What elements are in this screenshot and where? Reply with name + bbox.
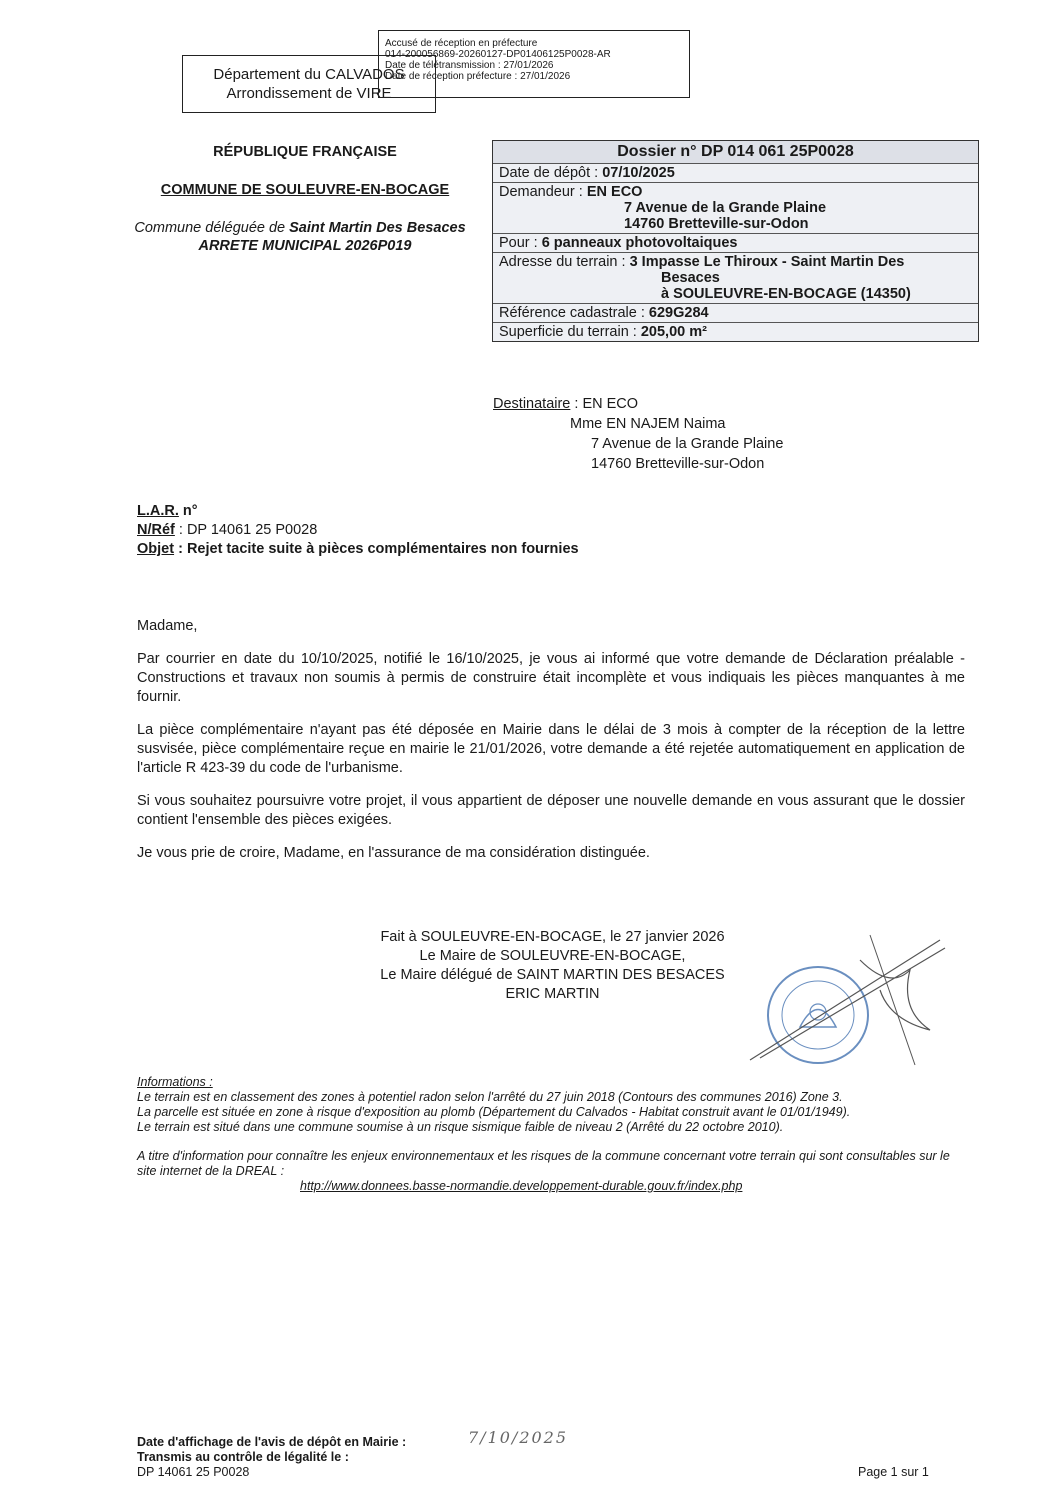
objet-value: : Rejet tacite suite à pièces complémentaires non fournies xyxy=(174,541,579,557)
signature-line-3: Le Maire délégué de SAINT MARTIN DES BESACES xyxy=(380,967,725,983)
info-dreal: A titre d'information pour connaître les enjeux environnementaux et les risques de la commune concernant votre terrain qui sont consultables sur le site internet de la DREAL : xyxy=(137,1149,950,1178)
depot-value: 07/10/2025 xyxy=(602,165,675,181)
destinataire-label: Destinataire xyxy=(493,396,571,412)
destinataire-block: Destinataire : EN ECO Mme EN NAJEM Naima 7 Avenue de la Grande Plaine 14760 Bretteville-sur-Odon xyxy=(493,396,784,472)
affichage-date-label: Date d'affichage de l'avis de dépôt en Mairie : xyxy=(137,1435,407,1449)
department-name: Département du CALVADOS xyxy=(213,66,405,83)
adresse-value-2: Besaces xyxy=(661,270,720,286)
handwritten-date: 7/10/2025 xyxy=(468,1428,569,1447)
informations-title: Informations : xyxy=(137,1075,213,1089)
transmis-label: Transmis au contrôle de légalité le : xyxy=(137,1450,349,1464)
depot-row: Date de dépôt : 07/10/2025 xyxy=(493,163,978,182)
cadastre-row: Référence cadastrale : 629G284 xyxy=(493,303,978,322)
references-block: L.A.R. n° N/Réf : DP 14061 25 P0028 Objet : Rejet tacite suite à pièces complémentaires non fournies xyxy=(137,503,579,557)
dossier-table xyxy=(492,140,979,342)
footer-reference: DP 14061 25 P0028 xyxy=(137,1465,250,1479)
lar-label: L.A.R. xyxy=(137,503,179,519)
arrete-number: ARRETE MUNICIPAL 2026P019 xyxy=(198,238,412,254)
info-plomb: La parcelle est située en zone à risque d'exposition au plomb (Département du Calvados - Habitat construit avant le 01/01/1949). xyxy=(137,1105,851,1119)
nref-value: : DP 14061 25 P0028 xyxy=(174,522,318,538)
informations-block xyxy=(137,1075,967,1194)
demandeur-address-1: 7 Avenue de la Grande Plaine xyxy=(624,200,827,216)
salutation: Madame, xyxy=(137,618,198,634)
page-number: Page 1 sur 1 xyxy=(858,1465,929,1479)
signature-scribble xyxy=(740,930,960,1070)
demandeur-address-2: 14760 Bretteville-sur-Odon xyxy=(624,216,809,232)
paragraph-1: Par courrier en date du 10/10/2025, notifié le 16/10/2025, je vous ai informé que votre demande de Déclaration préalable - Constructions et travaux non soumis à permis de construire était incomplète et vous indiquais les pièces manquantes à me fournir. xyxy=(137,651,965,705)
receipt-line: 014-200056869-20260127-DP01406125P0028-AR xyxy=(385,49,611,60)
receipt-line: Accusé de réception en préfecture xyxy=(385,38,538,49)
prefecture-receipt-box xyxy=(378,30,690,98)
destinataire-line-2: Mme EN NAJEM Naima xyxy=(570,416,726,432)
objet-label: Objet xyxy=(137,541,175,557)
signature-line-4: ERIC MARTIN xyxy=(505,986,600,1002)
adresse-value-3: à SOULEUVRE-EN-BOCAGE (14350) xyxy=(661,286,911,302)
adresse-value-1: 3 Impasse Le Thiroux - Saint Martin Des xyxy=(629,254,905,270)
superficie-value: 205,00 m² xyxy=(640,324,707,340)
nref-label: N/Réf xyxy=(137,522,175,538)
destinataire-line-3: 7 Avenue de la Grande Plaine xyxy=(591,436,784,452)
demandeur-name: EN ECO xyxy=(586,184,643,200)
commune-deleguee-name: Saint Martin Des Besaces xyxy=(289,220,466,236)
paragraph-3: Si vous souhaitez poursuivre votre projet, il vous appartient de déposer une nouvelle demande en vous assurant que le dossier contient l'ensemble des pièces exigées. xyxy=(137,793,965,828)
cadastre-value: 629G284 xyxy=(648,305,709,321)
letter-body xyxy=(137,617,965,863)
superficie-row: Superficie du terrain : 205,00 m² xyxy=(493,322,978,341)
commune-deleguee xyxy=(90,220,510,236)
signature-line-1: Fait à SOULEUVRE-EN-BOCAGE, le 27 janvier 2026 xyxy=(380,929,725,945)
commune-deleguee-prefix: Commune déléguée de xyxy=(134,220,290,236)
receipt-line: Date de télétransmission : 27/01/2026 xyxy=(385,60,554,71)
signature-line-2: Le Maire de SOULEUVRE-EN-BOCAGE, xyxy=(419,948,686,964)
dreal-link[interactable]: http://www.donnees.basse-normandie.developpement-durable.gouv.fr/index.php xyxy=(300,1179,743,1193)
paragraph-4: Je vous prie de croire, Madame, en l'assurance de ma considération distinguée. xyxy=(137,845,650,861)
adresse-row: Adresse du terrain : 3 Impasse Le Thiroux - Saint Martin Des Besaces à SOULEUVRE-EN-BOCAGE (14350) xyxy=(493,252,978,303)
pour-row: Pour : 6 panneaux photovoltaiques xyxy=(493,233,978,252)
paragraph-2: La pièce complémentaire n'ayant pas été déposée en Mairie dans le délai de 3 mois à compter de la réception de la lettre susvisée, pièce complémentaire reçue en mairie le 21/01/2026, votre demande a été rejetée automatiquement en application de l'article R 423-39 du code de l'urbanisme. xyxy=(137,722,965,776)
receipt-line: Date de réception préfecture : 27/01/2026 xyxy=(385,71,571,82)
dossier-title: Dossier n° DP 014 061 25P0028 xyxy=(493,141,978,163)
republique-heading: RÉPUBLIQUE FRANÇAISE xyxy=(213,144,397,160)
pour-value: 6 panneaux photovoltaiques xyxy=(541,235,738,251)
commune-heading: COMMUNE DE SOULEUVRE-EN-BOCAGE xyxy=(160,182,450,198)
info-radon: Le terrain est en classement des zones à potentiel radon selon l'arrêté du 27 juin 2018 (Contours des communes 2016) Zone 3. xyxy=(137,1090,843,1104)
arrondissement-name: Arrondissement de VIRE xyxy=(226,85,392,102)
footer-block xyxy=(137,1435,406,1480)
destinataire-line-4: 14760 Bretteville-sur-Odon xyxy=(591,456,765,472)
demandeur-row: Demandeur : EN ECO 7 Avenue de la Grande Plaine 14760 Bretteville-sur-Odon xyxy=(493,182,978,233)
destinataire-line-1: EN ECO xyxy=(582,396,639,412)
signature-block xyxy=(340,928,765,1004)
info-sismique: Le terrain est situé dans une commune soumise à un risque sismique faible de niveau 2 (Arrêté du 22 octobre 2010). xyxy=(137,1120,784,1134)
